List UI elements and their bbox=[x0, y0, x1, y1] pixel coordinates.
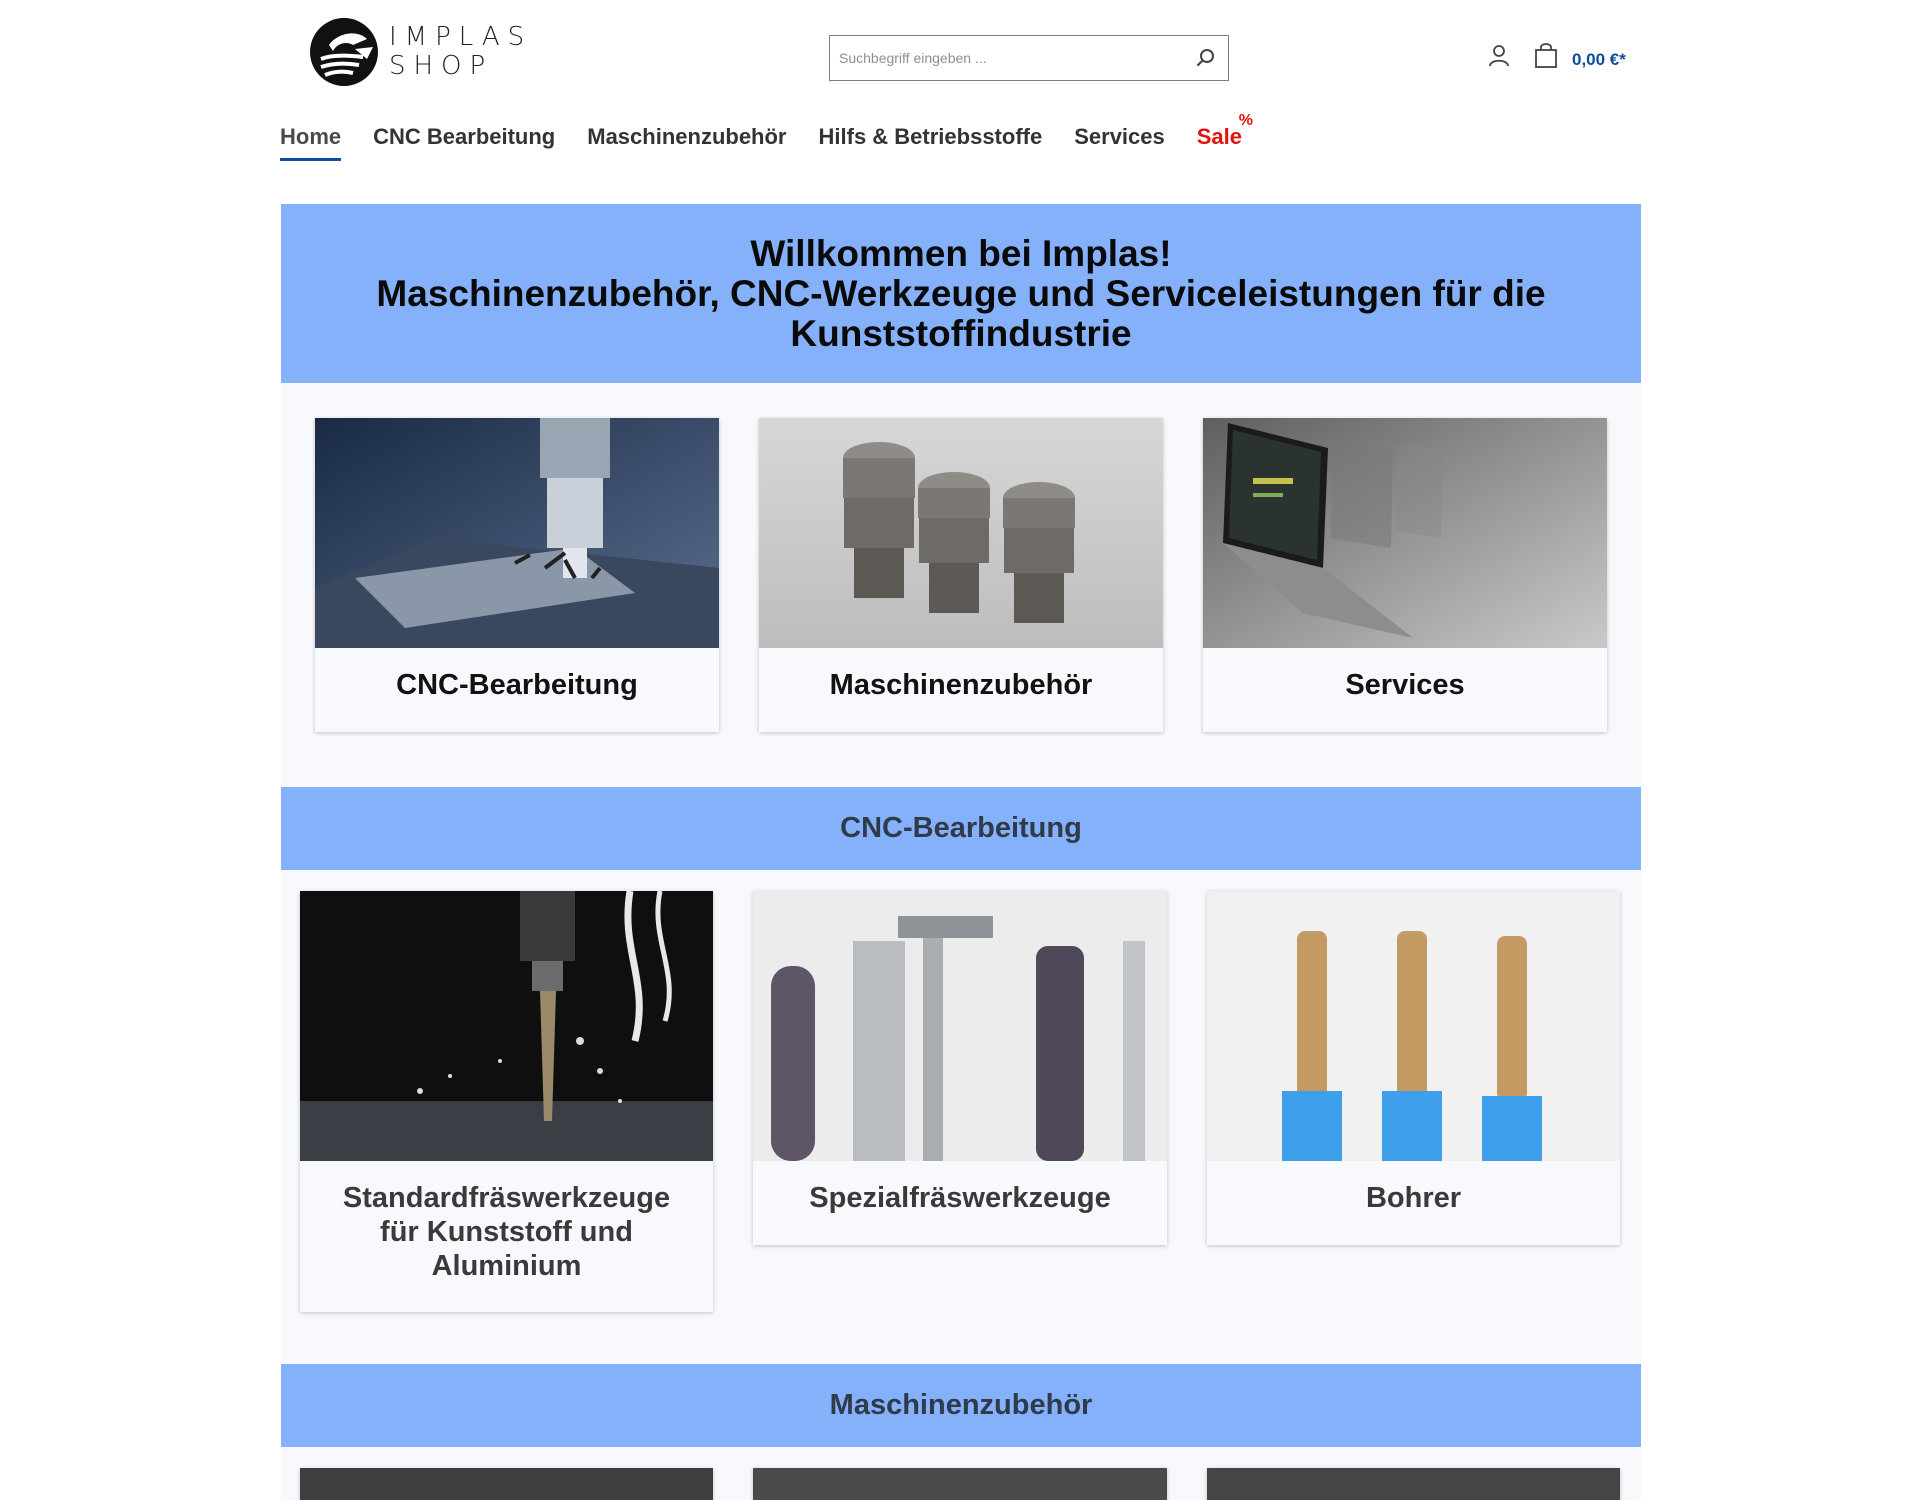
category-card-maschinenzubehoer[interactable] bbox=[759, 418, 1163, 732]
product-category-title: Spezialfräswerkzeuge bbox=[809, 1182, 1111, 1214]
welcome-line-1: Willkommen bei Implas! bbox=[750, 232, 1172, 274]
nav-item-hilfs-betriebsstoffe[interactable] bbox=[819, 124, 1043, 161]
welcome-line-2: Maschinenzubehör, CNC-Werkzeuge und Serviceleistungen für die bbox=[376, 272, 1546, 314]
logo-line-2: SHOP bbox=[389, 51, 494, 81]
nozzles-photo bbox=[759, 418, 1163, 648]
logo-line-1: IMPLAS bbox=[389, 22, 533, 52]
product-category-card[interactable] bbox=[753, 1468, 1167, 1500]
category-card-cnc[interactable] bbox=[315, 418, 719, 732]
product-category-spezialfraeswerkzeuge[interactable] bbox=[753, 891, 1167, 1245]
product-category-card[interactable] bbox=[300, 1468, 713, 1500]
product-category-card[interactable] bbox=[1207, 1468, 1620, 1500]
search-bar bbox=[829, 35, 1229, 81]
drilling-photo bbox=[300, 891, 713, 1161]
welcome-line-3: Kunststoffindustrie bbox=[790, 312, 1132, 354]
percent-icon: % bbox=[1238, 112, 1254, 129]
category-title: Maschinenzubehör bbox=[829, 669, 1093, 701]
logo-mark-icon bbox=[307, 15, 381, 89]
user-icon[interactable] bbox=[1487, 44, 1511, 68]
nav-label: Home bbox=[280, 124, 342, 149]
search-button[interactable] bbox=[1184, 36, 1228, 80]
nav-label: Hilfs & Betriebsstoffe bbox=[818, 124, 1043, 149]
drill-bits-photo bbox=[1207, 891, 1620, 1161]
category-card-services[interactable] bbox=[1203, 418, 1607, 732]
category-title: Services bbox=[1345, 669, 1465, 701]
nav-item-maschinenzubehoer[interactable] bbox=[587, 124, 786, 161]
special-cutters-photo bbox=[753, 891, 1167, 1161]
cart-button[interactable] bbox=[1534, 42, 1626, 70]
nav-item-services[interactable] bbox=[1074, 124, 1165, 161]
shop-logo[interactable] bbox=[307, 15, 532, 89]
nav-label: Maschinenzubehör bbox=[587, 124, 787, 149]
welcome-heading bbox=[376, 234, 1545, 354]
section-title: CNC-Bearbeitung bbox=[840, 812, 1082, 844]
product-category-standardfraeswerkzeuge[interactable] bbox=[300, 891, 713, 1312]
category-title: CNC-Bearbeitung bbox=[396, 669, 638, 701]
section-title: Maschinenzubehör bbox=[829, 1389, 1093, 1421]
search-icon bbox=[1196, 48, 1216, 68]
product-category-bohrer[interactable] bbox=[1207, 891, 1620, 1245]
nav-label: CNC Bearbeitung bbox=[373, 124, 556, 149]
search-input[interactable] bbox=[830, 36, 1184, 80]
welcome-banner bbox=[281, 204, 1641, 383]
cnc-milling-photo bbox=[315, 418, 719, 648]
product-category-title: Standardfräswerkzeuge für Kunststoff und Aluminium bbox=[342, 1182, 671, 1282]
logo-wordmark bbox=[389, 23, 532, 81]
shopping-bag-icon bbox=[1534, 43, 1558, 69]
cart-total: 0,00 €* bbox=[1572, 50, 1626, 69]
section-header-cnc bbox=[281, 787, 1641, 870]
nav-item-home[interactable] bbox=[280, 124, 341, 161]
nav-item-sale[interactable] bbox=[1196, 112, 1254, 161]
product-category-title: Bohrer bbox=[1365, 1182, 1462, 1214]
nav-item-cnc-bearbeitung[interactable] bbox=[373, 124, 555, 161]
nav-label: Sale bbox=[1196, 124, 1243, 149]
laptop-photo bbox=[1203, 418, 1607, 648]
section-header-maschinenzubehoer bbox=[281, 1364, 1641, 1447]
nav-label: Services bbox=[1074, 124, 1165, 149]
main-navigation bbox=[280, 112, 1274, 161]
